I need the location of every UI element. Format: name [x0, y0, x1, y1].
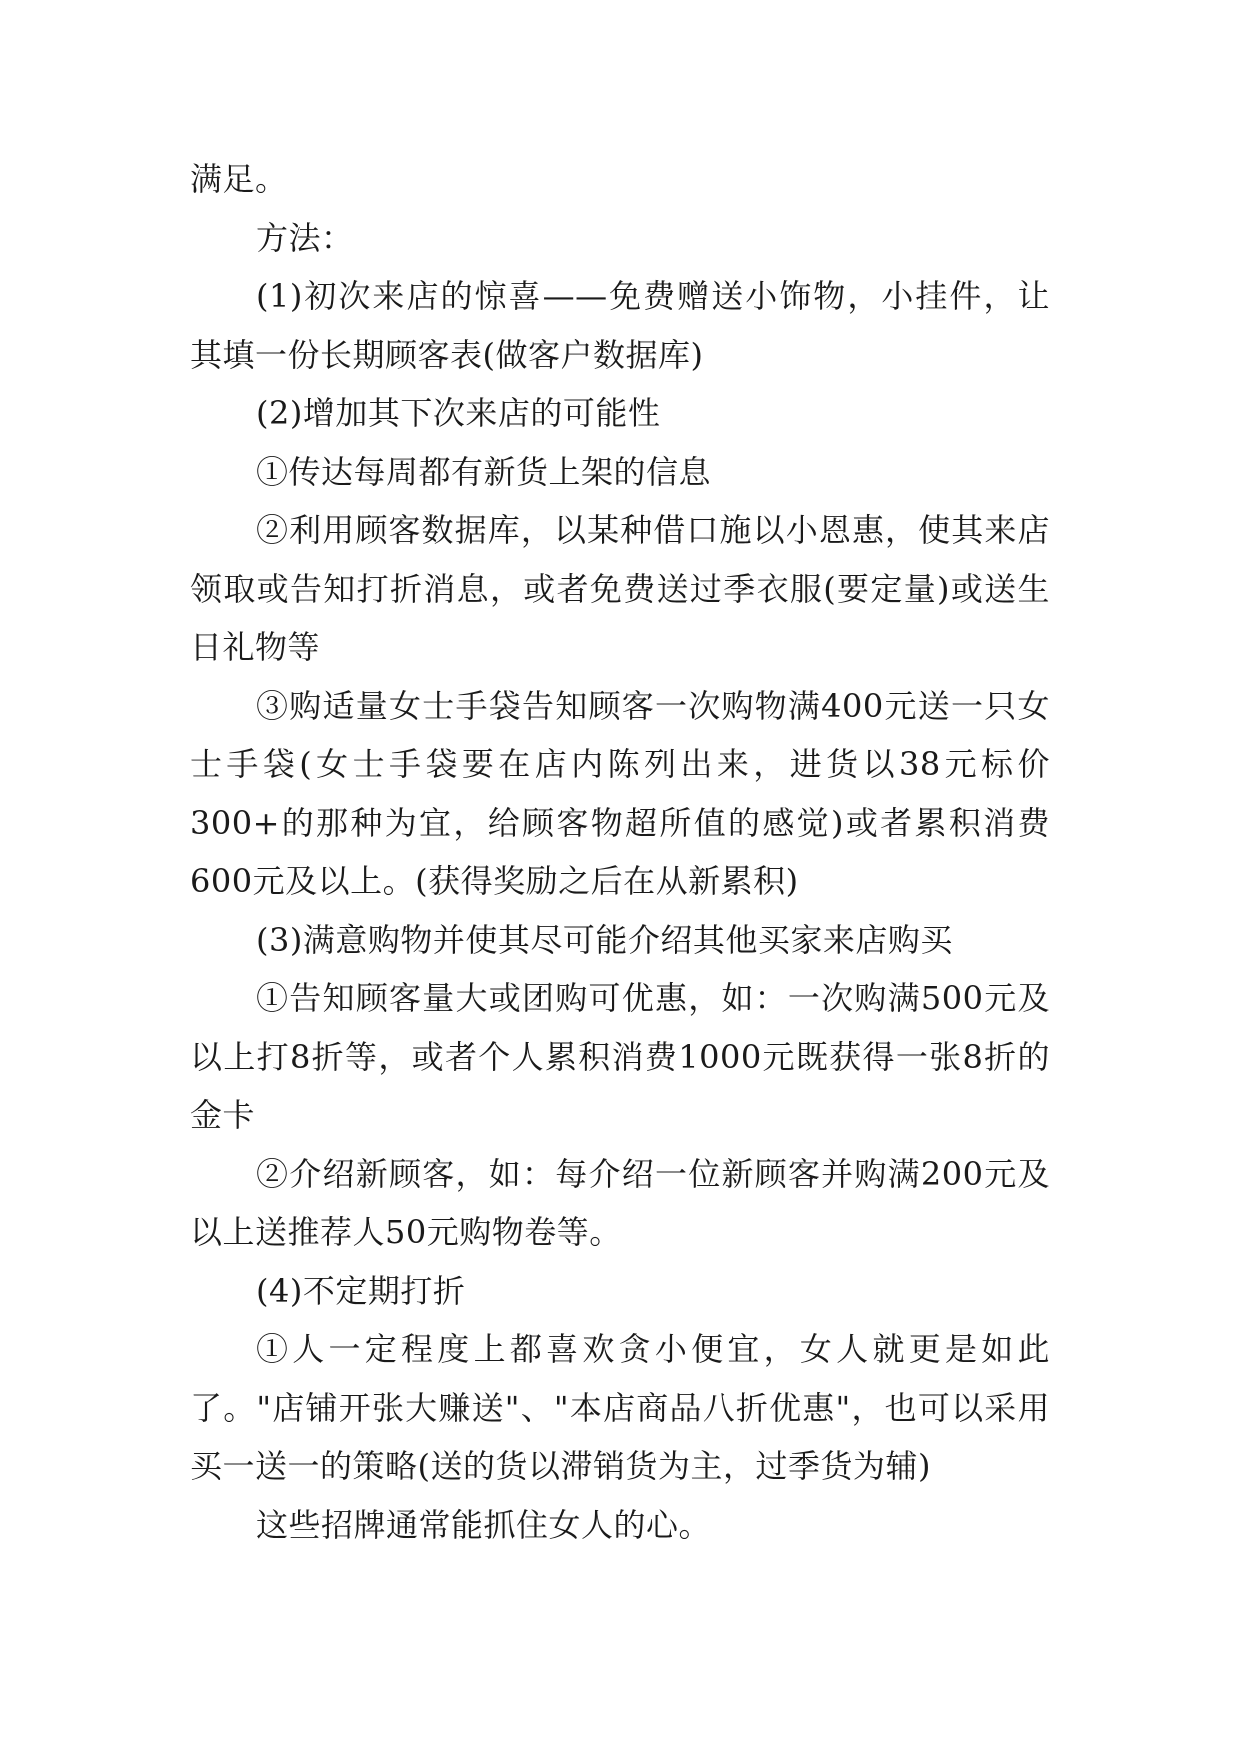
- paragraph-item-3: (3)满意购物并使其尽可能介绍其他买家来店购买: [256, 920, 953, 959]
- paragraph-item-2-sub-3: ③购适量女士手袋告知顾客一次购物满400元送一只女士手袋(女士手袋要在店内陈列出来，进货以38元标价300+的那种为宜，给顾客物超所值的感觉)或者累积消费600元及以上。(获得奖励之后在从新累积): [190, 686, 1050, 900]
- paragraph-methods-heading: 方法：: [256, 218, 354, 257]
- paragraph-item-2: (2)增加其下次来店的可能性: [256, 394, 661, 432]
- paragraph-item-4: (4)不定期打折: [256, 1271, 466, 1310]
- paragraph-continuation: 满足。: [190, 160, 288, 198]
- paragraph-item-2-sub-1: ①传达每周都有新货上架的信息: [256, 452, 712, 491]
- paragraph-item-3-sub-1: ①告知顾客量大或团购可优惠，如：一次购满500元及以上打8折等，或者个人累积消费1000元既获得一张8折的金卡: [190, 979, 1050, 1134]
- paragraph-closing: 这些招牌通常能抓住女人的心。: [256, 1505, 712, 1544]
- paragraph-item-4-sub-1: ①人一定程度上都喜欢贪小便宜，女人就更是如此了。"店铺开张大赚送"、"本店商品八折优惠"，也可以采用买一送一的策略(送的货以滞销货为主，过季货为辅): [190, 1330, 1050, 1485]
- document-body: [190, 150, 1050, 1554]
- paragraph-item-3-sub-2: ②介绍新顾客，如：每介绍一位新顾客并购满200元及以上送推荐人50元购物卷等。: [190, 1154, 1050, 1251]
- paragraph-item-2-sub-2: ②利用顾客数据库，以某种借口施以小恩惠，使其来店领取或告知打折消息，或者免费送过季衣服(要定量)或送生日礼物等: [190, 511, 1050, 666]
- paragraph-item-1: (1)初次来店的惊喜——免费赠送小饰物，小挂件，让其填一份长期顾客表(做客户数据库): [190, 277, 1050, 374]
